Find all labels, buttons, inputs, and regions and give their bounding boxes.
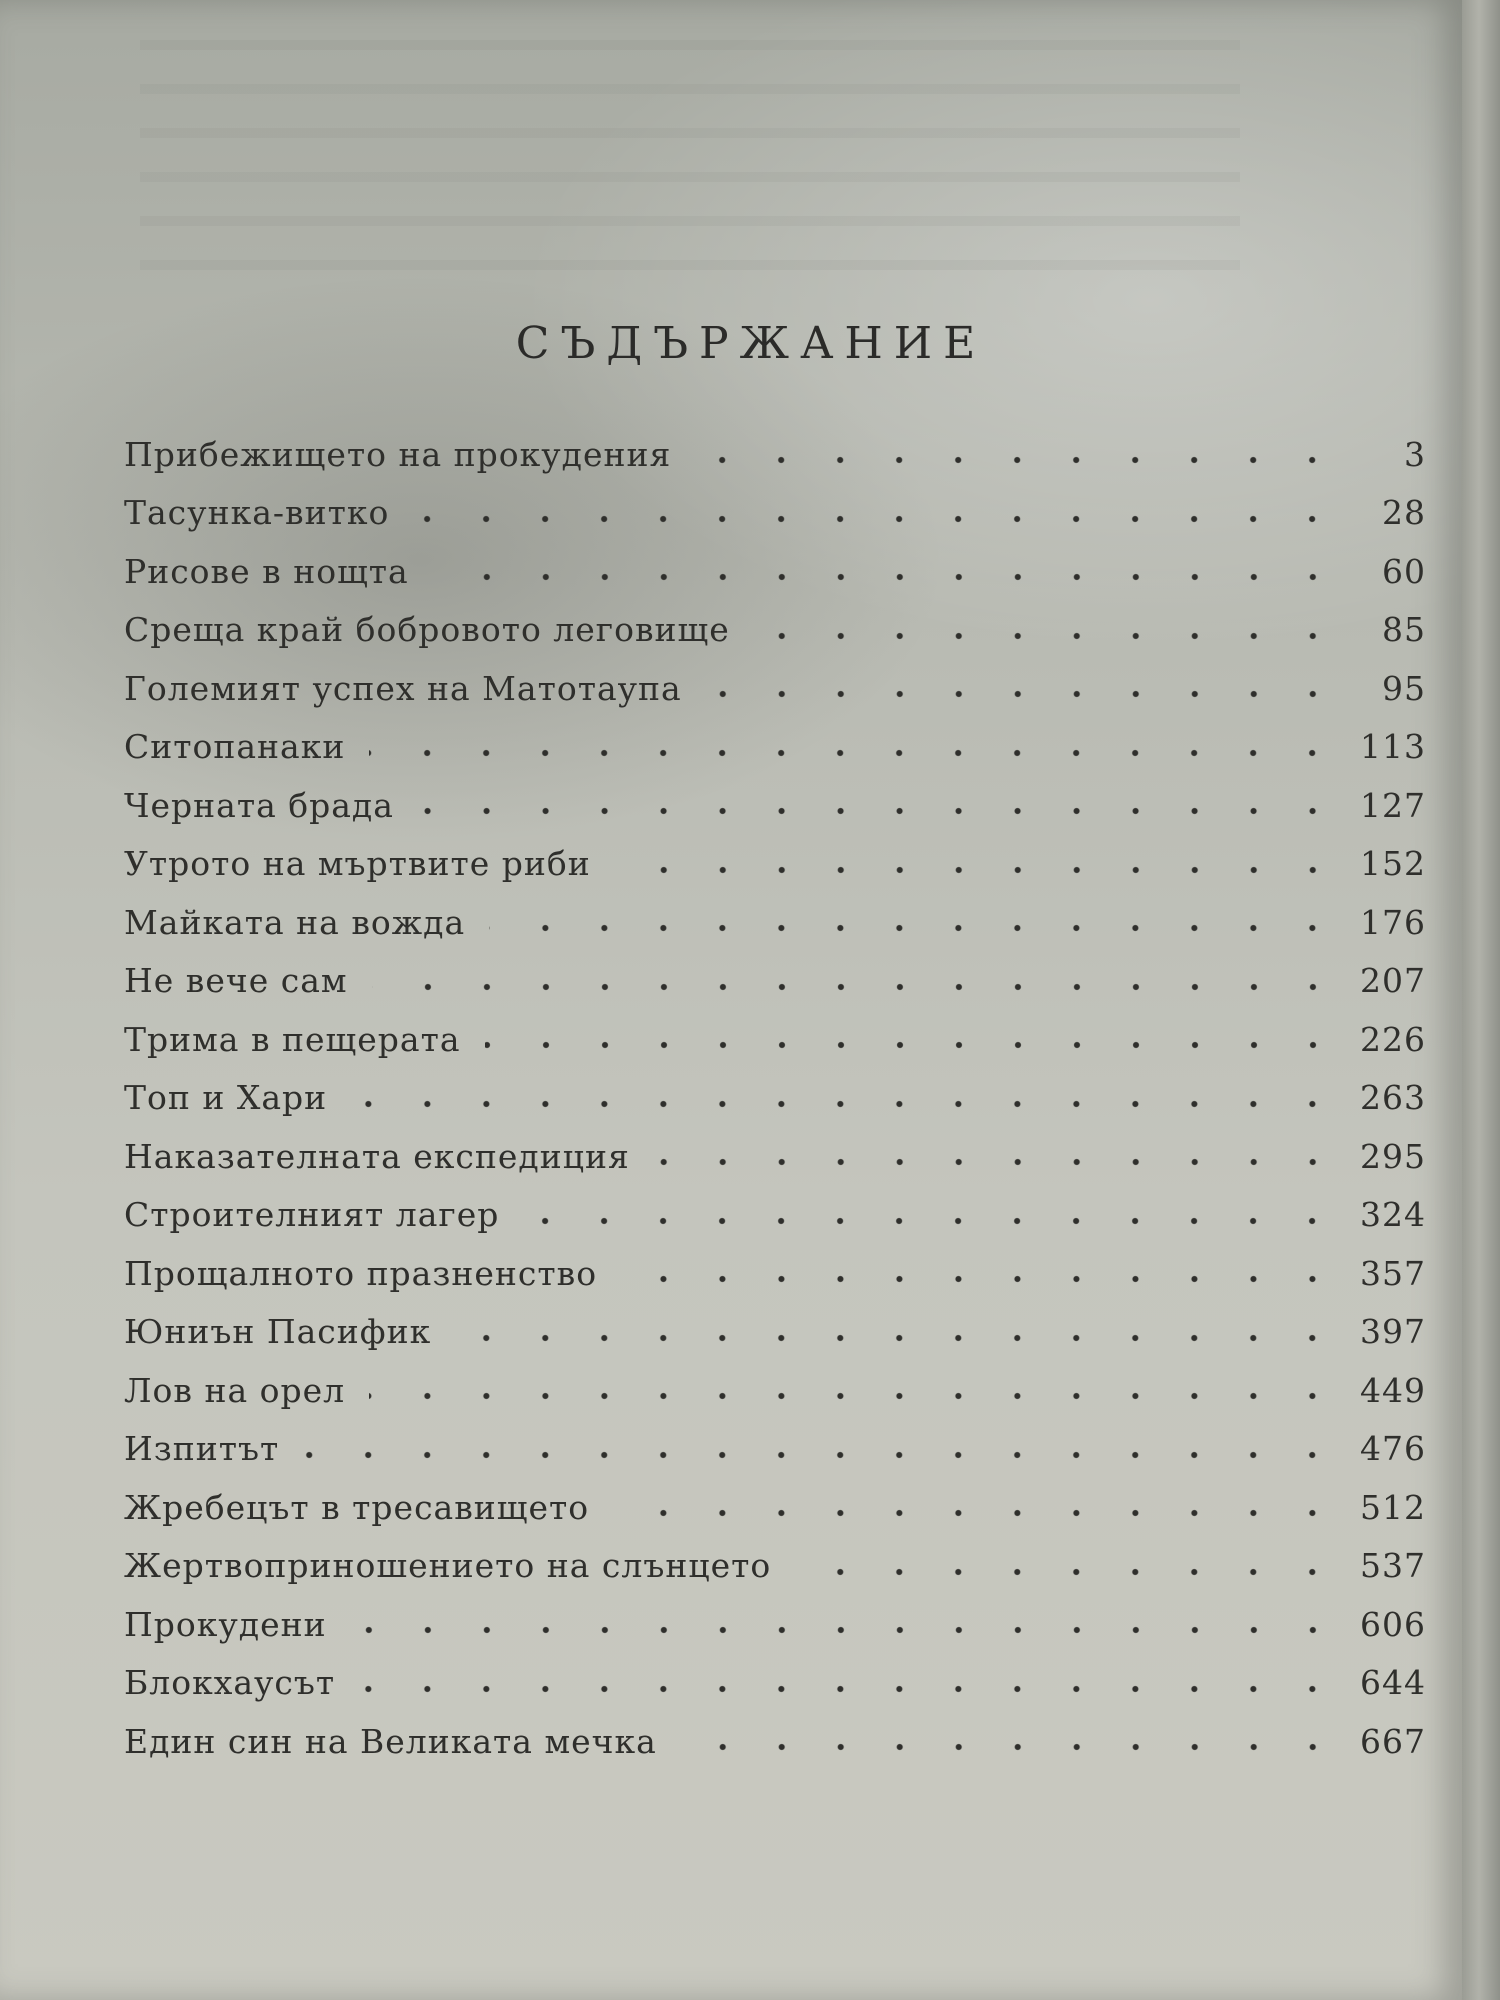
entry-page-number: 263 <box>1360 1078 1426 1118</box>
dot-leader <box>621 1274 1342 1284</box>
dot-leader <box>418 806 1342 816</box>
entry-page-number: 95 <box>1382 668 1426 708</box>
dot-leader <box>303 1450 1342 1460</box>
dot-leader <box>695 455 1342 465</box>
entry-page-number: 85 <box>1382 610 1426 650</box>
entry-title: Един син на Великата мечка <box>124 1721 657 1761</box>
dot-leader <box>795 1567 1342 1577</box>
toc-entry <box>124 1537 1426 1596</box>
toc-entry <box>124 425 1426 484</box>
toc-entry <box>124 659 1426 718</box>
entry-title: Трима в пещерата <box>124 1019 461 1059</box>
entry-title: Жертвоприношението на слънцето <box>124 1546 772 1586</box>
entry-page-number: 512 <box>1360 1487 1426 1527</box>
entry-title: Майката на вожда <box>124 902 466 942</box>
entry-page-number: 176 <box>1360 902 1426 942</box>
entry-page-number: 127 <box>1360 785 1426 825</box>
entry-title: Прощалното празненство <box>124 1253 598 1293</box>
toc-entry <box>124 718 1426 777</box>
entry-page-number: 667 <box>1360 1721 1426 1761</box>
entry-title: Не вече сам <box>124 961 348 1001</box>
entry-page-number: 3 <box>1404 434 1426 474</box>
entry-page-number: 324 <box>1360 1195 1426 1235</box>
entry-title: Рисове в нощта <box>124 551 409 591</box>
toc-entry <box>124 601 1426 660</box>
entry-title: Блокхаусът <box>124 1663 336 1703</box>
page-edge <box>1462 0 1500 2000</box>
dot-leader <box>455 1333 1342 1343</box>
entry-page-number: 537 <box>1360 1546 1426 1586</box>
entry-title: Лов на орел <box>124 1370 346 1410</box>
dot-leader <box>369 1391 1342 1401</box>
dot-leader <box>413 514 1342 524</box>
entry-page-number: 226 <box>1360 1019 1426 1059</box>
toc-entry <box>124 835 1426 894</box>
entry-page-number: 113 <box>1360 727 1426 767</box>
toc-entry <box>124 1654 1426 1713</box>
entry-title: Прибежището на прокудения <box>124 434 672 474</box>
dot-leader <box>485 1040 1343 1050</box>
toc-entry <box>124 1244 1426 1303</box>
dot-leader <box>523 1216 1342 1226</box>
entry-title: Наказателната експедиция <box>124 1136 630 1176</box>
table-of-contents <box>124 425 1426 1771</box>
toc-entry <box>124 484 1426 543</box>
entry-title: Утрото на мъртвите риби <box>124 844 591 884</box>
entry-title: Жребецът в тресавището <box>124 1487 590 1527</box>
entry-title: Изпитът <box>124 1429 280 1469</box>
dot-leader <box>706 689 1342 699</box>
dot-leader <box>372 982 1342 992</box>
toc-entry <box>124 893 1426 952</box>
toc-entry <box>124 776 1426 835</box>
entry-page-number: 357 <box>1360 1253 1426 1293</box>
dot-leader <box>754 631 1342 641</box>
dot-leader <box>681 1742 1342 1752</box>
dot-leader <box>615 865 1342 875</box>
entry-page-number: 476 <box>1360 1429 1426 1469</box>
entry-page-number: 152 <box>1360 844 1426 884</box>
page-title: СЪДЪРЖАНИЕ <box>515 318 987 369</box>
entry-title: Прокудени <box>124 1604 327 1644</box>
dot-leader <box>351 1099 1342 1109</box>
entry-page-number: 449 <box>1360 1370 1426 1410</box>
toc-entry <box>124 1069 1426 1128</box>
entry-title: Строителният лагер <box>124 1195 500 1235</box>
toc-entry <box>124 1712 1426 1771</box>
entry-title: Големият успех на Матотаупа <box>124 668 682 708</box>
dot-leader <box>369 748 1342 758</box>
entry-page-number: 295 <box>1360 1136 1426 1176</box>
toc-entry <box>124 1595 1426 1654</box>
toc-entry <box>124 1478 1426 1537</box>
entry-title: Топ и Хари <box>124 1078 328 1118</box>
entry-page-number: 644 <box>1360 1663 1426 1703</box>
entry-title: Юниън Пасифик <box>124 1312 432 1352</box>
toc-entry <box>124 1186 1426 1245</box>
toc-entry <box>124 1420 1426 1479</box>
entry-title: Среща край бобровото леговище <box>124 610 730 650</box>
toc-entry <box>124 1361 1426 1420</box>
toc-entry <box>124 1010 1426 1069</box>
entry-page-number: 207 <box>1360 961 1426 1001</box>
entry-title: Черната брада <box>124 785 394 825</box>
toc-entry <box>124 952 1426 1011</box>
toc-entry <box>124 1303 1426 1362</box>
entry-page-number: 606 <box>1360 1604 1426 1644</box>
dot-leader <box>351 1625 1342 1635</box>
entry-title: Тасунка-витко <box>124 493 390 533</box>
toc-entry <box>124 542 1426 601</box>
toc-entry <box>124 1127 1426 1186</box>
dot-leader <box>654 1157 1342 1167</box>
bleed-through-text <box>140 40 1240 300</box>
dot-leader <box>433 572 1342 582</box>
entry-page-number: 28 <box>1382 493 1426 533</box>
entry-title: Ситопанаки <box>124 727 346 767</box>
dot-leader <box>489 923 1342 933</box>
entry-page-number: 60 <box>1382 551 1426 591</box>
entry-page-number: 397 <box>1360 1312 1426 1352</box>
dot-leader <box>613 1508 1342 1518</box>
dot-leader <box>359 1684 1342 1694</box>
